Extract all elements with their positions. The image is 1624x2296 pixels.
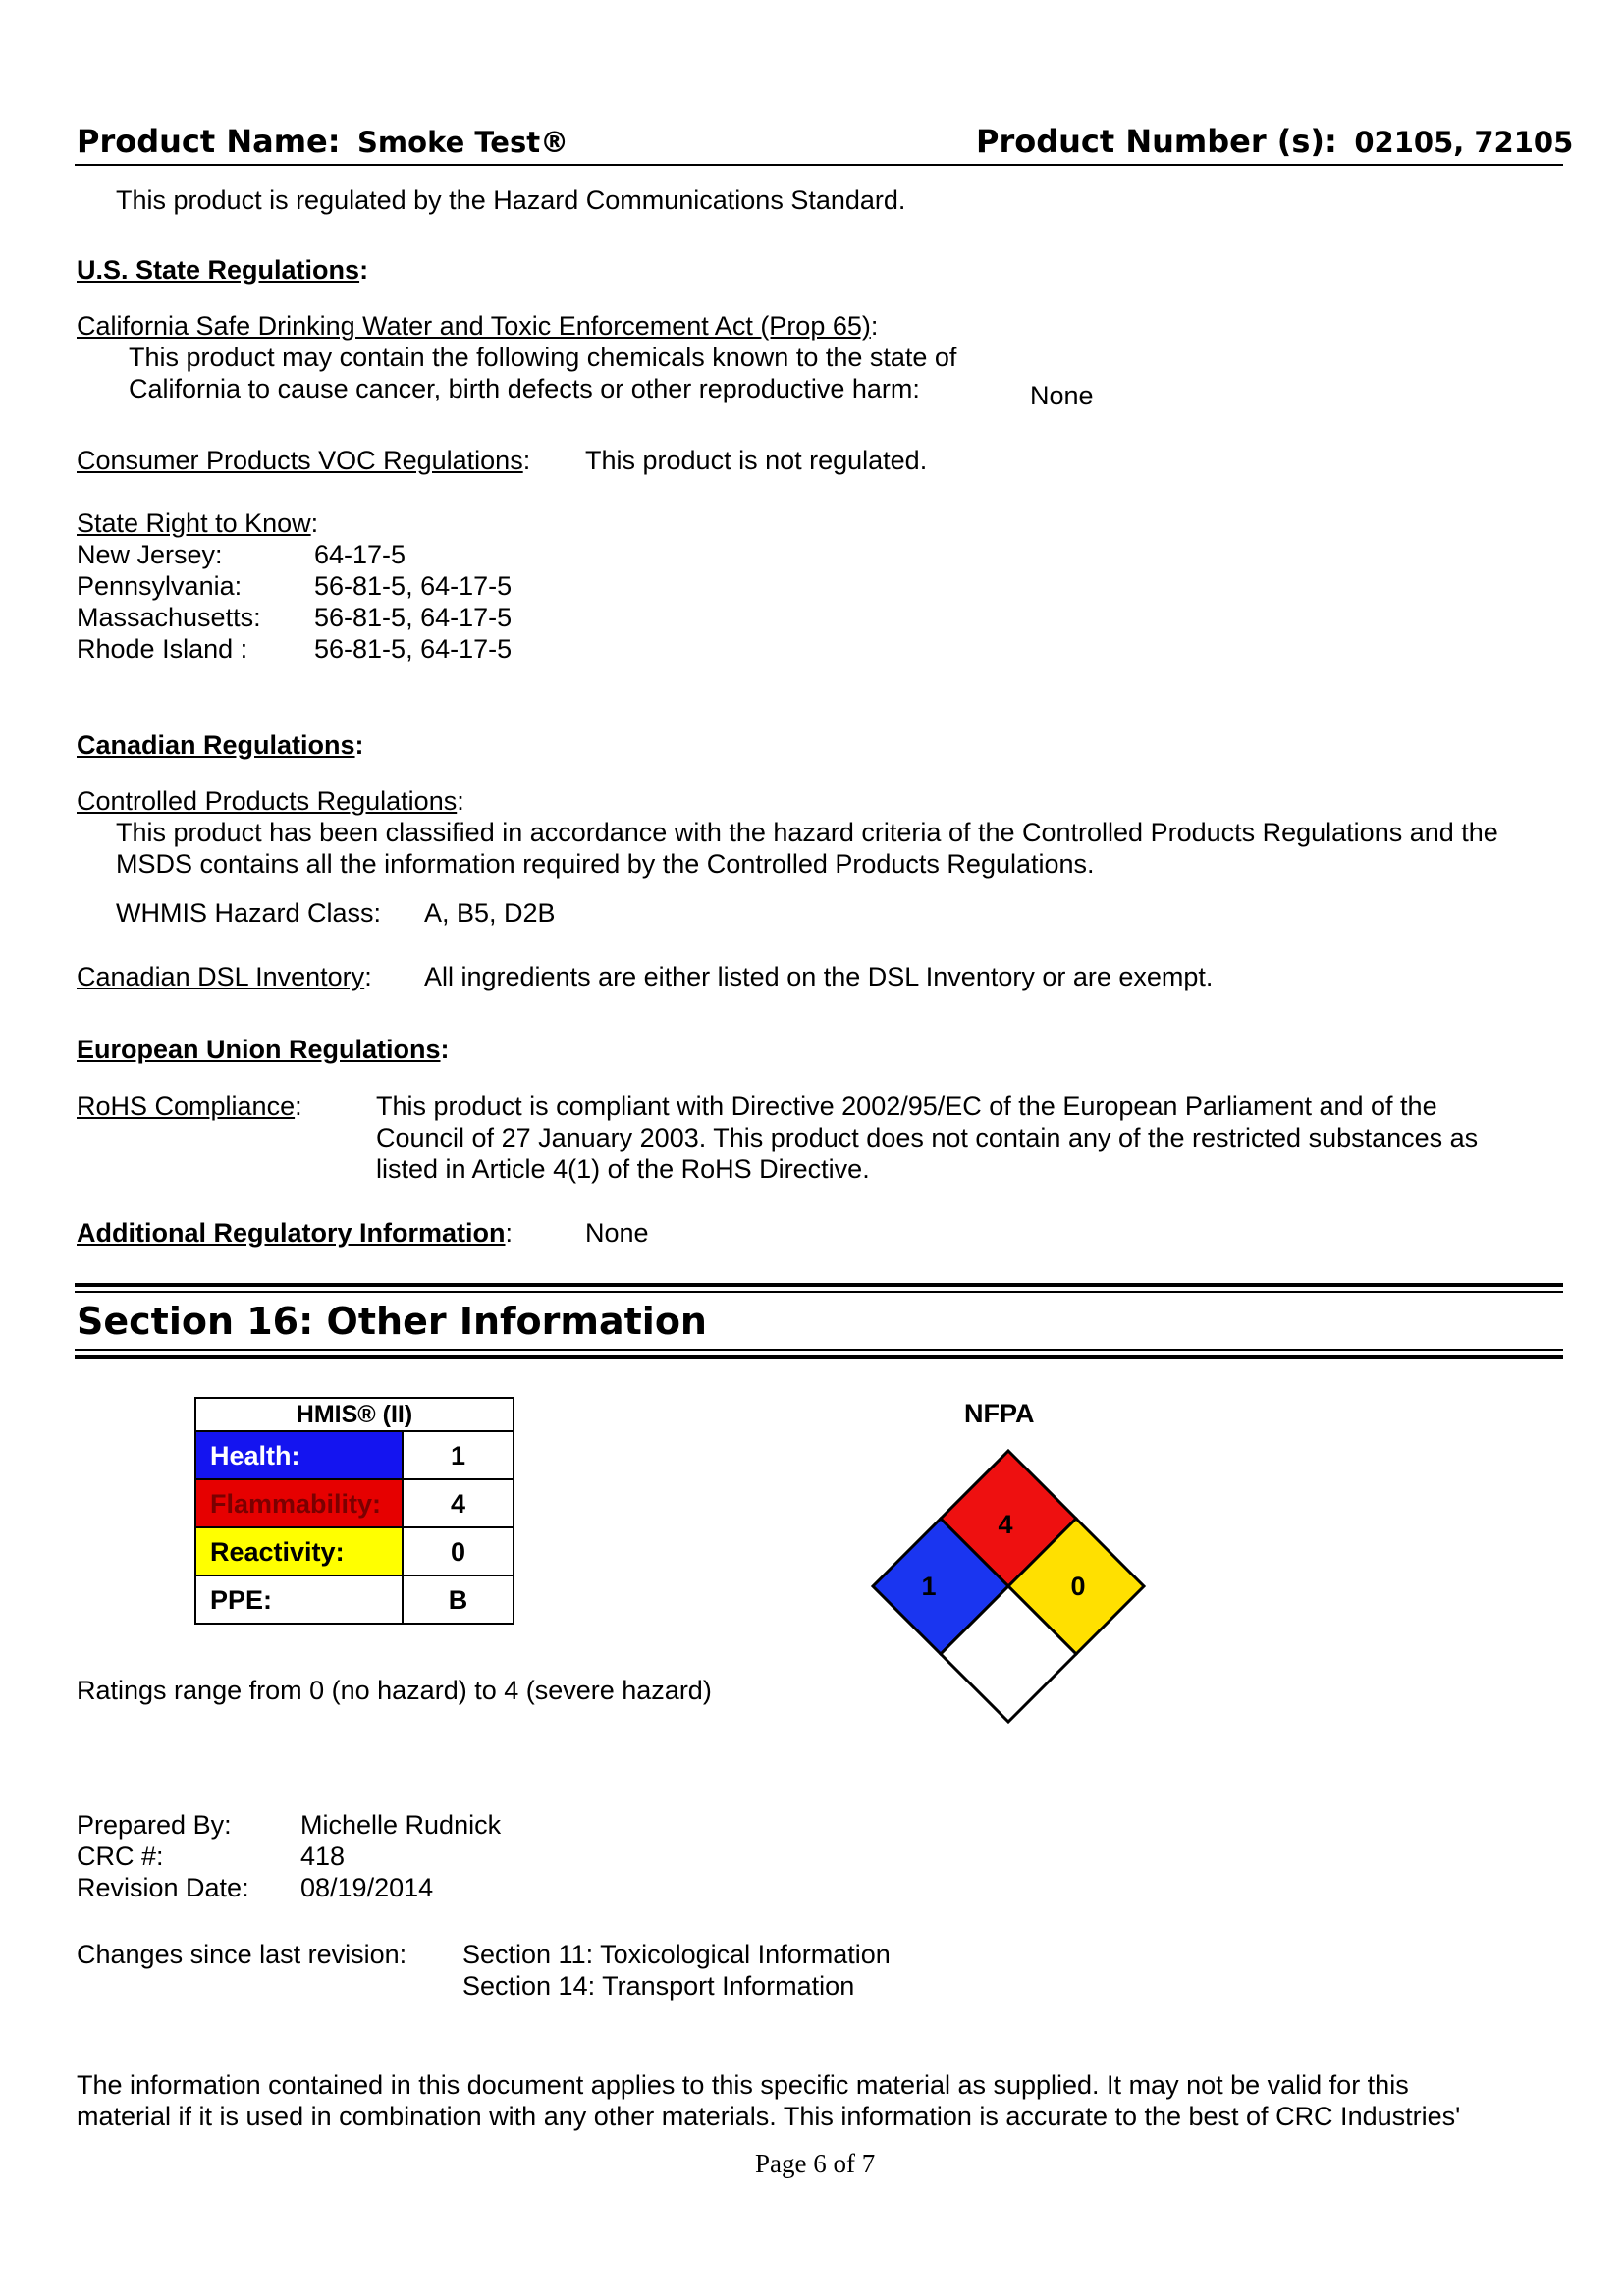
disclaimer-line-2: material if it is used in combination with any other materials. This information is accurate to the best of CRC Industries' xyxy=(77,2102,1461,2131)
rohs-text-1: This product is compliant with Directive 2002/95/EC of the European Parliament and of the xyxy=(376,1092,1437,1121)
canadian-heading: Canadian Regulations: xyxy=(77,730,364,760)
additional-value: None xyxy=(585,1218,649,1248)
rohs-text-3: listed in Article 4(1) of the RoHS Directive. xyxy=(376,1154,870,1184)
product-numbers: 02105, 72105 xyxy=(1354,126,1574,159)
nfpa-flammability-value: 4 xyxy=(998,1510,1013,1539)
changes-label: Changes since last revision: xyxy=(77,1940,407,1969)
prepared-by-label: Prepared By: xyxy=(77,1810,232,1840)
prop65-text-1: This product may contain the following chemicals known to the state of xyxy=(129,343,957,372)
hmis-row-reactivity xyxy=(195,1527,514,1575)
hmis-table xyxy=(194,1397,514,1625)
hmis-value-ppe: B xyxy=(403,1575,514,1624)
rtk-cas: 56-81-5, 64-17-5 xyxy=(314,571,513,601)
dsl-value: All ingredients are either listed on the DSL Inventory or are exempt. xyxy=(424,962,1214,991)
dsl-label: Canadian DSL Inventory: xyxy=(77,962,372,991)
ratings-note: Ratings range from 0 (no hazard) to 4 (severe hazard) xyxy=(77,1676,712,1705)
section-16-title: Section 16: Other Information xyxy=(77,1300,707,1343)
rtk-state: Pennsylvania: xyxy=(77,571,243,601)
eu-heading: European Union Regulations: xyxy=(77,1035,450,1064)
rtk-cas: 64-17-5 xyxy=(314,540,406,569)
hmis-value-flammability: 4 xyxy=(403,1479,514,1527)
section-rule-bottom-1 xyxy=(75,1349,1563,1351)
rtk-row xyxy=(77,602,512,633)
cpr-text-2: MSDS contains all the information required by the Controlled Products Regulations. xyxy=(116,849,1095,879)
section-rule-bottom-2 xyxy=(75,1355,1563,1359)
changes-line-2: Section 14: Transport Information xyxy=(462,1971,855,2001)
rtk-row xyxy=(77,570,512,602)
prepared-by: Michelle Rudnick xyxy=(300,1810,502,1840)
hmis-row-health xyxy=(195,1431,514,1479)
rtk-cas: 56-81-5, 64-17-5 xyxy=(314,634,513,664)
nfpa-title: NFPA xyxy=(964,1399,1035,1428)
rtk-row xyxy=(77,633,512,665)
prop65-value: None xyxy=(1030,381,1094,410)
prop65-text-2: California to cause cancer, birth defects or other reproductive harm: xyxy=(129,374,920,403)
nfpa-reactivity-value: 0 xyxy=(1070,1572,1086,1601)
rohs-text-2: Council of 27 January 2003. This product does not contain any of the restricted substances as xyxy=(376,1123,1479,1152)
rtk-state: Rhode Island : xyxy=(77,634,248,664)
rtk-label: State Right to Know: xyxy=(77,508,319,538)
rtk-cas: 56-81-5, 64-17-5 xyxy=(314,603,513,632)
crc-number: 418 xyxy=(300,1842,346,1871)
disclaimer-line-1: The information contained in this document applies to this specific material as supplied. It may not be valid for this xyxy=(77,2070,1409,2100)
rtk-state: Massachusetts: xyxy=(77,603,261,632)
hmis-label-reactivity: Reactivity: xyxy=(195,1527,403,1575)
revision-date-label: Revision Date: xyxy=(77,1873,249,1902)
product-name-label: Product Name: xyxy=(77,123,341,160)
voc-label: Consumer Products VOC Regulations: xyxy=(77,446,531,475)
section-rule-top-2 xyxy=(75,1291,1563,1293)
us-state-heading: U.S. State Regulations: xyxy=(77,255,369,285)
voc-value: This product is not regulated. xyxy=(585,446,928,475)
hmis-value-reactivity: 0 xyxy=(403,1527,514,1575)
section-rule-top-1 xyxy=(75,1283,1563,1287)
changes-line-1: Section 11: Toxicological Information xyxy=(462,1940,891,1969)
product-number-header xyxy=(976,123,1574,160)
revision-date: 08/19/2014 xyxy=(300,1873,434,1902)
rohs-label: RoHS Compliance: xyxy=(77,1092,302,1121)
hmis-label-flammability: Flammability: xyxy=(195,1479,403,1527)
hmis-value-health: 1 xyxy=(403,1431,514,1479)
whmis-label: WHMIS Hazard Class: xyxy=(116,898,382,928)
product-number-label: Product Number (s): xyxy=(976,123,1337,160)
additional-regulatory: Additional Regulatory Information: xyxy=(77,1218,514,1248)
hmis-row-ppe xyxy=(195,1575,514,1624)
header-rule xyxy=(75,164,1563,166)
rtk-state: New Jersey: xyxy=(77,540,223,569)
hmis-title: HMIS® (II) xyxy=(195,1398,514,1431)
intro-line: This product is regulated by the Hazard Communications Standard. xyxy=(116,186,906,215)
nfpa-health-value: 1 xyxy=(921,1572,937,1601)
crc-label: CRC #: xyxy=(77,1842,164,1871)
rtk-row xyxy=(77,539,406,570)
whmis-value: A, B5, D2B xyxy=(424,898,556,928)
cpr-text-1: This product has been classified in accordance with the hazard criteria of the Controlled Products Regulations and the xyxy=(116,818,1498,847)
cpr-label: Controlled Products Regulations: xyxy=(77,786,464,816)
page-number: Page 6 of 7 xyxy=(755,2149,876,2178)
product-name: Smoke Test® xyxy=(357,126,569,159)
hmis-label-health: Health: xyxy=(195,1431,403,1479)
hmis-label-ppe: PPE: xyxy=(195,1575,403,1624)
prop65-label: California Safe Drinking Water and Toxic Enforcement Act (Prop 65): xyxy=(77,311,879,341)
hmis-row-flammability xyxy=(195,1479,514,1527)
nfpa-diamond xyxy=(864,1447,1153,1735)
product-name-header xyxy=(77,123,569,160)
